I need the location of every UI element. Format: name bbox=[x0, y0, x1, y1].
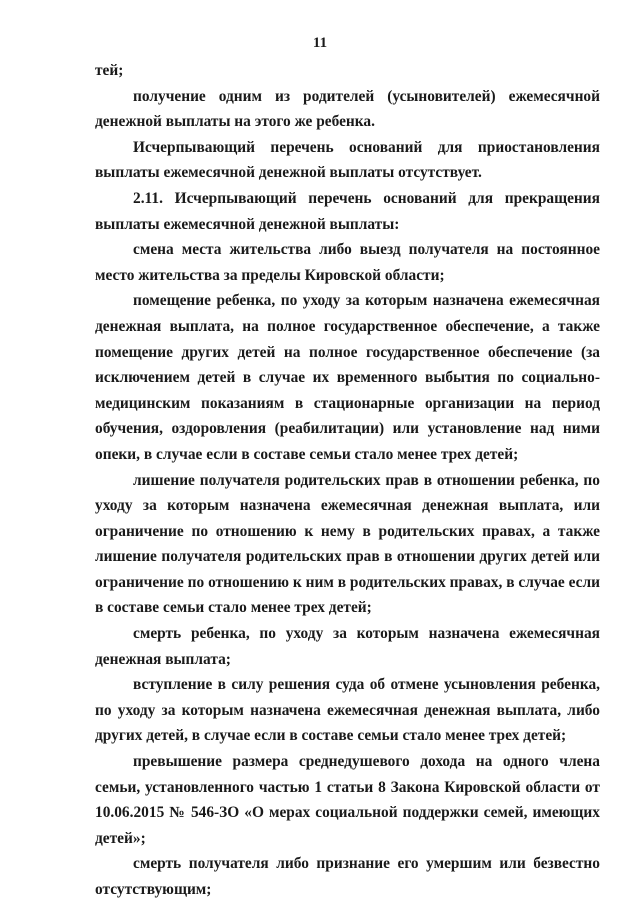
paragraph: Исчерпывающий перечень оснований для приостановления выплаты ежемесячной денежной выплаты отсутствует. bbox=[95, 138, 600, 182]
paragraph: 2.11. Исчерпывающий перечень оснований для прекращения выплаты ежемесячной денежной выплаты: bbox=[95, 189, 600, 233]
document-body bbox=[95, 58, 600, 903]
paragraph: смерть получателя либо признание его умершим или безвестно отсутствующим; bbox=[95, 855, 600, 898]
paragraph: тей; bbox=[95, 62, 124, 79]
paragraph: получение одним из родителей (усыновителей) ежемесячной денежной выплаты на этого же ребенка. bbox=[95, 87, 600, 131]
paragraph: лишение получателя родительских прав в отношении ребенка, по уходу за которым назначена ежемесячная денежная выплата, или ограничение по отношению к нему в родительских правах, а также лишение получателя родительских прав в отношении других детей или ограничение по отношению к ним в родительских правах, в случае если в составе семьи стало менее трех детей; bbox=[95, 471, 600, 617]
paragraph: вступление в силу решения суда об отмене усыновления ребенка, по уходу за которым назначена ежемесячная денежная выплата, либо других детей, в случае если в составе семьи стало менее трех детей; bbox=[95, 676, 600, 745]
page-number: 11 bbox=[312, 35, 328, 51]
paragraph: смена места жительства либо выезд получателя на постоянное место жительства за пределы Кировской области; bbox=[95, 241, 600, 284]
paragraph: превышение размера среднедушевого дохода на одного члена семьи, установленного частью 1 статьи 8 Закона Кировской области от 10.06.2015 № 546-ЗО «О мерах социальной поддержки семей, имеющих детей»; bbox=[95, 753, 600, 847]
paragraph: смерть ребенка, по уходу за которым назначена ежемесячная денежная выплата; bbox=[95, 625, 600, 668]
paragraph: помещение ребенка, по уходу за которым назначена ежемесячная денежная выплата, на полное государственное обеспечение, а также помещение других детей на полное государственное обеспечение (за исключением детей в случае их временного выбытия по социально-медицинским показаниям в стационарные организации на период обучения, оздоровления (реабилитации) или установление над ними опеки, в случае если в составе семьи стало менее трех детей; bbox=[95, 292, 600, 463]
